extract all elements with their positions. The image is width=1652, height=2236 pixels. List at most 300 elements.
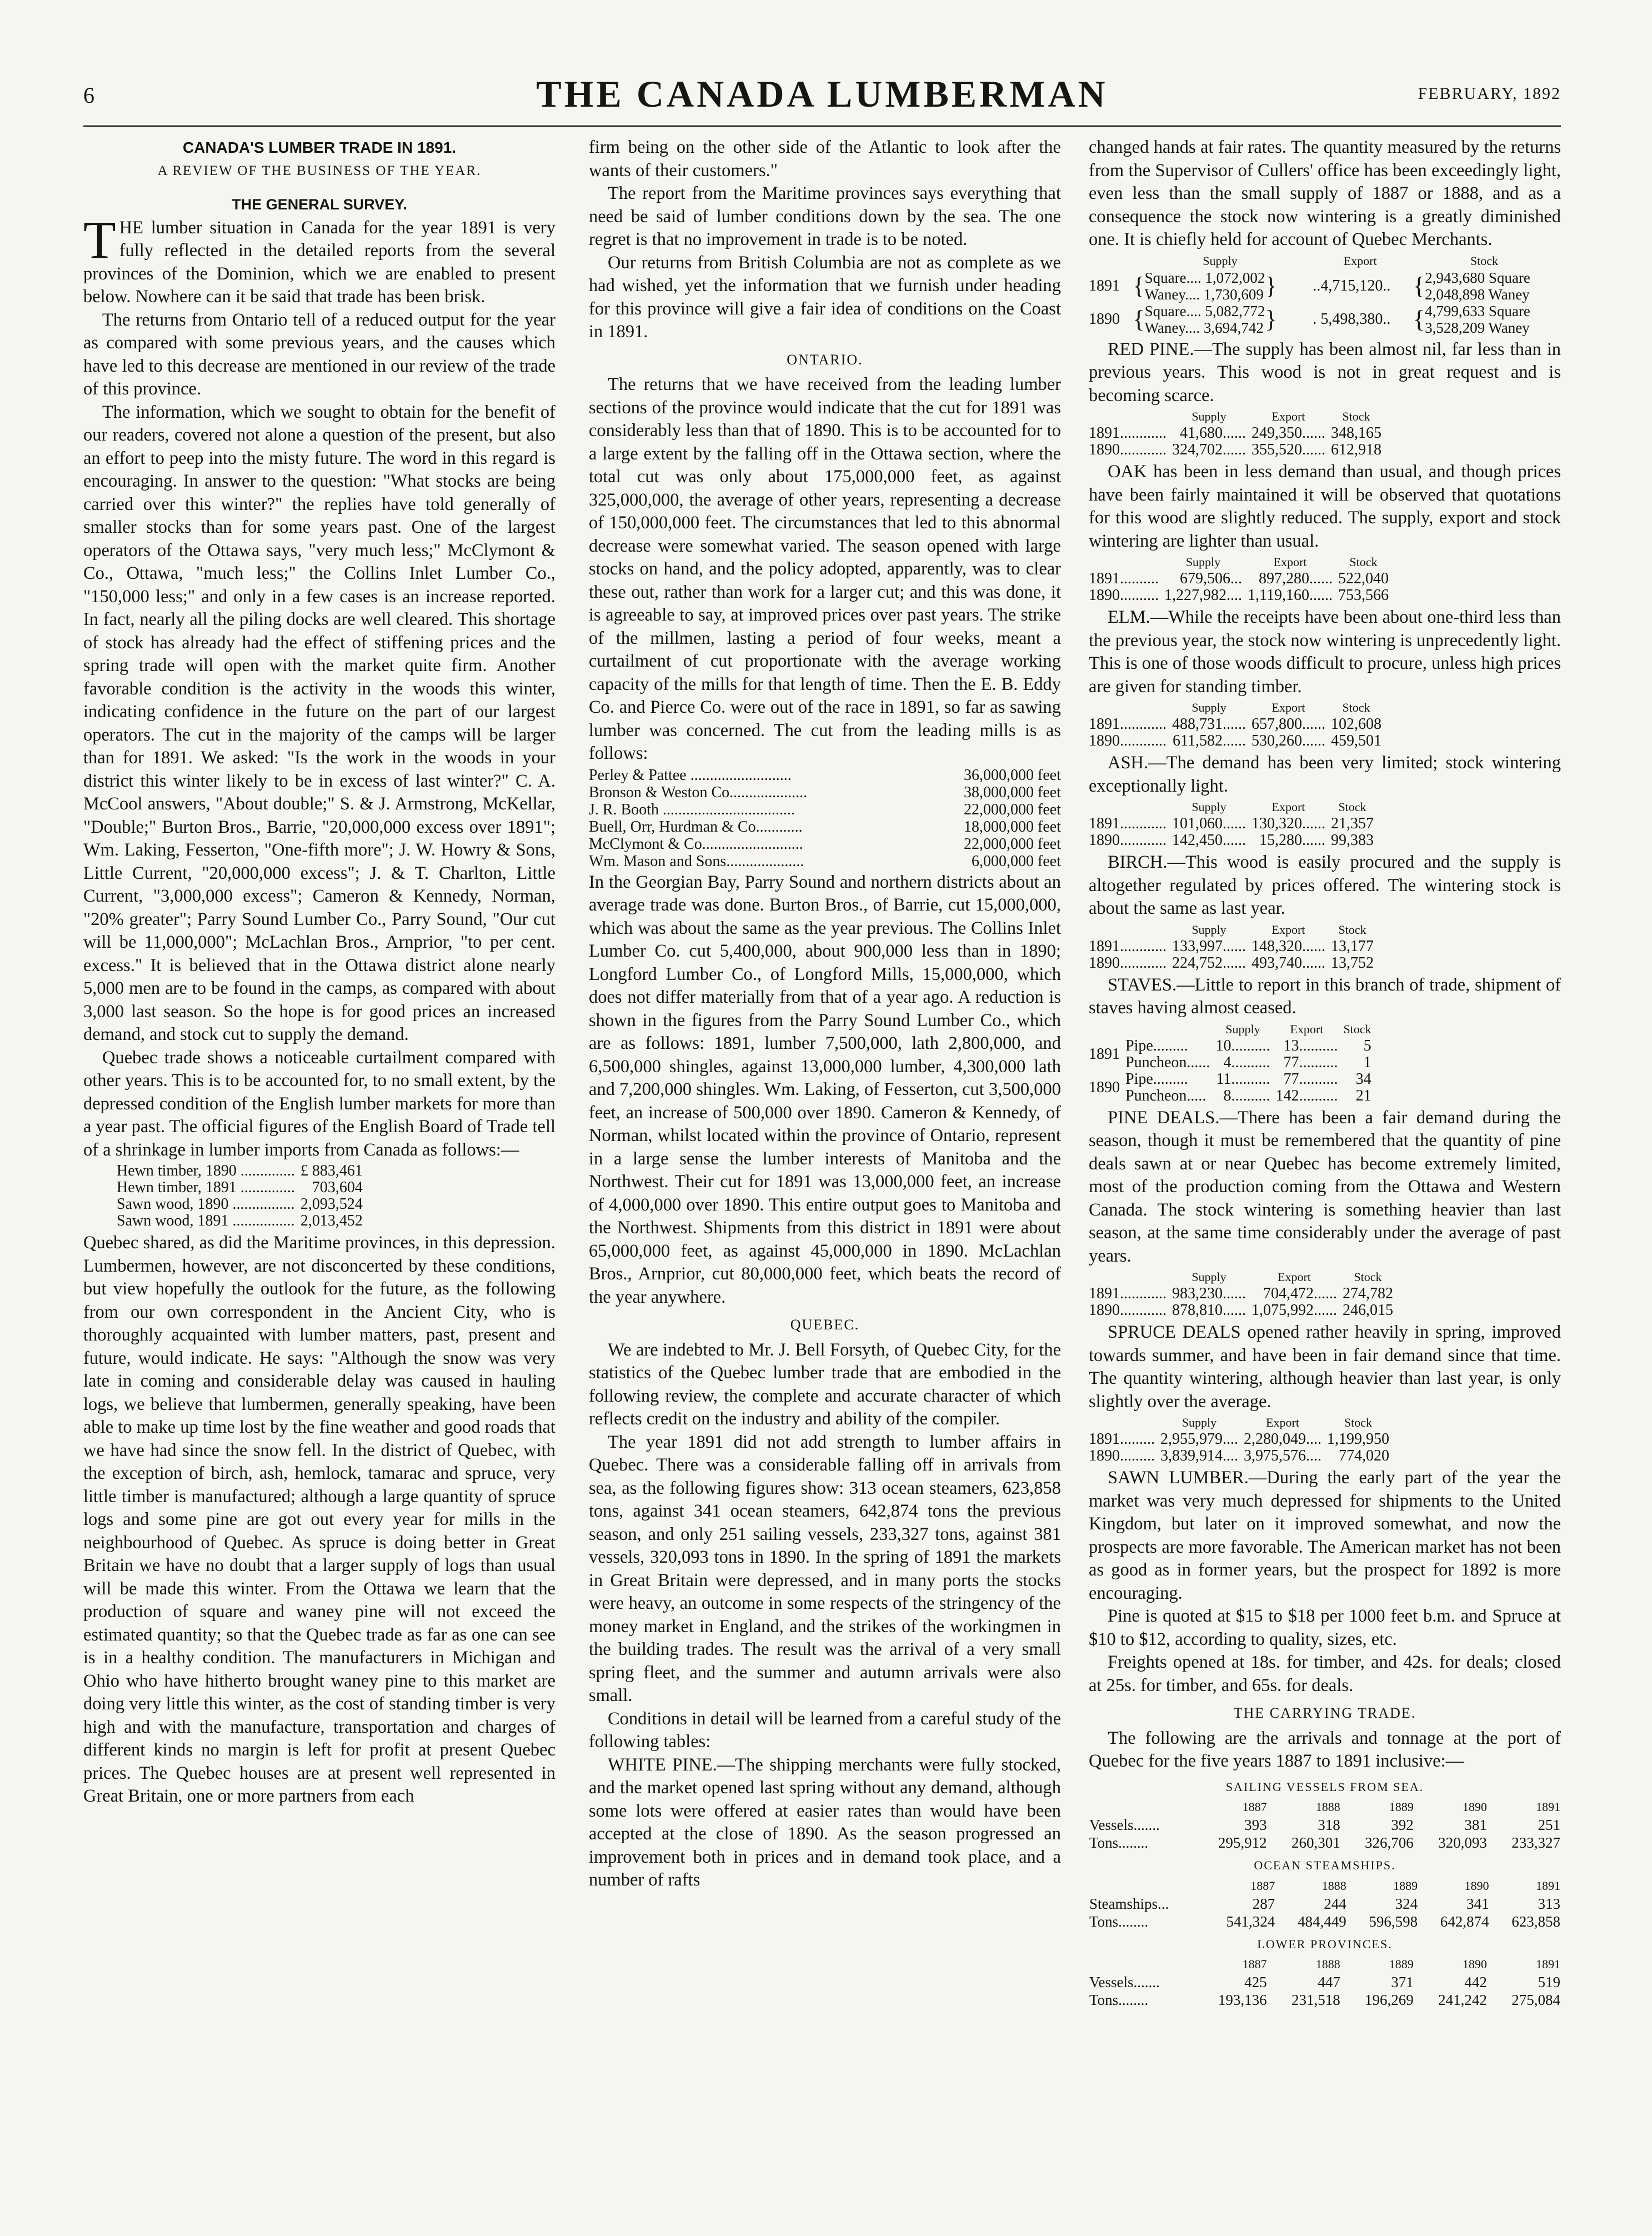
- table-header-row: [1089, 554, 1394, 571]
- table-cell: 13..........: [1283, 1037, 1338, 1054]
- table-title: LOWER PROVINCES.: [1257, 1937, 1393, 1951]
- table-cell: 1891............: [1089, 937, 1167, 955]
- table-cell: 77..........: [1283, 1070, 1338, 1088]
- table-cell: 18,000,000 feet: [964, 818, 1061, 836]
- table-cell: 11..........: [1216, 1070, 1270, 1088]
- table-row: [589, 784, 1061, 801]
- table-cell: 249,350......: [1251, 424, 1325, 442]
- table-cell: 1891............: [1089, 815, 1167, 832]
- run-in-heading: RED PINE.: [1108, 339, 1194, 359]
- table-row: [1089, 832, 1379, 849]
- sailing-vessels-table: [1089, 1798, 1561, 1852]
- paragraph: Quebec shared, as did the Maritime provinces, in this depression. Lumbermen, however, are not disconcerted by these conditions, but view hopefully the outlook for the future, as the following from our own correspondent in the Ancient City, who is thoroughly acquainted with lumber matters, past, present and future, would indicate. He says: "Although the snow was very late in coming and considerable delay was caused in hauling logs, we believe that lumbermen, generally speaking, have been able to make up time lost by the fine weather and good roads that we have had since the snow fell. In the district of Quebec, with the exception of birch, ash, hemlock, tamarac and spruce, very little timber is manufactured; although a large quantity of spruce logs and some pine are got out every year for mills in the neighbourhood of Quebec. As spruce is doing better in Great Britain we have no doubt that a larger supply of logs than usual will be made this winter. From the Ottawa we learn that the production of square and waney pine will not exceed the estimated quantity; so that the Quebec trade as far as one can see is in a healthy condition. The manufacturers in Michigan and Ohio who have hitherto brought waney pine to this market are doing very little this winter, as the cost of standing timber is very high and with the manufacture, transportation and charges of different kinds no margin is left for profit at present Quebec prices. The Quebec houses are at present well represented in Great Britain, one or more partners from each: [83, 1233, 555, 1806]
- table-cell: 233,327: [1511, 1834, 1560, 1851]
- table-cell: 1890..........: [1089, 587, 1159, 604]
- run-in-heading: BIRCH.: [1108, 852, 1168, 872]
- column-header: Supply: [1203, 253, 1238, 268]
- paragraph: [1089, 606, 1561, 698]
- paragraph: The report from the Maritime provinces says everything that need be said of lumber conditions down by the sea. The one regret is that no improvement in trade is to be noted.: [589, 183, 1061, 249]
- table-row: [117, 1179, 368, 1196]
- column-header: 1888: [1315, 1957, 1340, 1971]
- table-cell: 246,015: [1343, 1302, 1393, 1319]
- table-cell: 15,280......: [1259, 832, 1325, 849]
- drop-cap: T: [83, 209, 116, 269]
- table-header-row: [1089, 1798, 1561, 1816]
- table-row: [1089, 1448, 1395, 1464]
- run-in-heading: SAWN LUMBER.: [1108, 1468, 1249, 1488]
- table-row: [1089, 1302, 1399, 1319]
- table-cell: Wm. Mason and Sons....................: [589, 852, 804, 870]
- table-cell: 1,199,950: [1327, 1430, 1389, 1448]
- table-cell: 1891.........: [1089, 1430, 1155, 1448]
- table-row: [1089, 303, 1561, 336]
- table-cell: 341: [1466, 1895, 1489, 1912]
- column-header: 1889: [1389, 1800, 1414, 1814]
- paragraph-text: —Little to report in this branch of trade, shipment of staves having almost ceased.: [1089, 974, 1561, 1018]
- table-cell: 459,501: [1331, 732, 1381, 749]
- table-header-row: [1089, 1021, 1377, 1038]
- brace-glyph: {: [1133, 305, 1145, 333]
- column-2: [589, 136, 1061, 1892]
- paragraph: Our returns from British Columbia are not as complete as we had wished, yet the information that we furnish under heading for this province will give a fair idea of conditions on the Coast in 1891.: [589, 252, 1061, 342]
- column-header: 1890: [1464, 1878, 1489, 1893]
- table-cell: 224,752......: [1172, 954, 1246, 972]
- ocean-steamships-table: [1089, 1877, 1561, 1930]
- table-row: [1089, 1913, 1561, 1930]
- table-cell: 148,320......: [1251, 937, 1325, 955]
- table-cell: 522,040: [1338, 570, 1389, 587]
- page-header: [83, 72, 1561, 122]
- paragraph-text: —This wood is easily procured and the supply is altogether regulated by prices offered. The wintering stock is about the same as last year.: [1089, 852, 1561, 918]
- table-cell: 2,013,452: [300, 1212, 363, 1229]
- table-cell: Waney.... 3,694,742: [1144, 319, 1264, 336]
- table-cell: 1890: [1089, 1078, 1120, 1096]
- table-header-row: [1089, 1269, 1399, 1285]
- table-cell: 13,752: [1331, 954, 1374, 972]
- white-pine-table: [1089, 253, 1561, 336]
- column-header: Supply: [1192, 701, 1227, 714]
- table-cell: 318: [1318, 1817, 1340, 1833]
- table-cell: 241,242: [1438, 1992, 1487, 2008]
- birch-table: [1089, 922, 1379, 972]
- imports-table: [117, 1163, 368, 1229]
- table-row: [1089, 1431, 1395, 1448]
- column-3: [1089, 136, 1561, 2011]
- column-header: Export: [1278, 1270, 1311, 1284]
- table-cell: Sawn wood, 1891 ................: [117, 1212, 295, 1229]
- table-cell: 704,472......: [1263, 1285, 1337, 1302]
- column-header: 1888: [1321, 1878, 1346, 1893]
- column-header: Export: [1271, 409, 1305, 423]
- column-header: 1889: [1389, 1957, 1414, 1971]
- table-cell: 393: [1244, 1817, 1267, 1833]
- run-in-heading: STAVES.: [1108, 974, 1177, 995]
- paragraph-text: —While the receipts have been about one-third less than the previous year, the stock now wintering is unprecedently light. This is one of those woods difficult to procure, unless high prices are given for standing timber.: [1089, 607, 1561, 697]
- table-row: [117, 1163, 368, 1179]
- paragraph: The returns from Ontario tell of a reduced output for the year as compared with some previous years, and the causes which have led to this decrease are mentioned in our review of the trade of this province.: [83, 309, 555, 399]
- table-cell: 244: [1324, 1895, 1346, 1912]
- table-header-row: [1089, 1414, 1395, 1431]
- paragraph: [1089, 1321, 1561, 1413]
- column-header: Stock: [1344, 1415, 1373, 1429]
- table-header-row: [1089, 408, 1387, 425]
- table-cell: Tons........: [1089, 1992, 1149, 2008]
- table-cell: 13,177: [1331, 937, 1374, 955]
- table-cell: 1: [1363, 1053, 1371, 1071]
- table-row: [1089, 1088, 1377, 1104]
- column-header: 1887: [1250, 1878, 1275, 1893]
- table-cell: Tons........: [1089, 1913, 1149, 1930]
- paragraph: [1089, 1107, 1561, 1268]
- table-cell: 1,119,160......: [1248, 587, 1333, 604]
- table-cell: Vessels.......: [1089, 1817, 1160, 1833]
- table-cell: 8..........: [1223, 1087, 1270, 1104]
- column-header: 1887: [1242, 1800, 1267, 1814]
- paragraph: changed hands at fair rates. The quantity measured by the returns from the Supervisor of Cullers' office has been exceedingly light, even less than the small supply of 1887 or 1888, and as a consequence the stock now wintering is a greatly diminished one. It is chiefly held for account of Quebec Merchants.: [1089, 137, 1561, 249]
- column-header: Export: [1271, 800, 1305, 814]
- table-title: OCEAN STEAMSHIPS.: [1254, 1858, 1396, 1872]
- table-cell: Vessels.......: [1089, 1974, 1160, 1990]
- run-in-heading: ASH.: [1108, 753, 1149, 773]
- table-cell: Puncheon......: [1125, 1053, 1210, 1071]
- table-cell: 3,839,914....: [1160, 1447, 1238, 1464]
- paragraph-text: has been in less demand than usual, and though prices have been fairly maintained it will be observed that quotations for this wood are slightly reduced. The supply, export and stock wintering are lighter than usual.: [1089, 462, 1561, 551]
- column-header: Supply: [1182, 1415, 1217, 1429]
- table-cell: 983,230......: [1172, 1285, 1246, 1302]
- table-cell: 897,280......: [1258, 570, 1333, 587]
- table-cell: Perley & Pattee ..........................: [589, 766, 792, 784]
- table-row: [1089, 733, 1387, 749]
- table-row: [1089, 269, 1561, 303]
- table-cell: 1890: [1089, 310, 1120, 328]
- table-cell: 133,997......: [1172, 937, 1246, 955]
- table-cell: 1890............: [1089, 441, 1167, 458]
- paragraph: [1089, 752, 1561, 798]
- table-cell: 774,020: [1339, 1447, 1389, 1464]
- table-cell: 22,000,000 feet: [964, 835, 1061, 853]
- column-header: Export: [1271, 701, 1305, 714]
- table-cell: 679,506...: [1180, 570, 1242, 587]
- column-header: Stock: [1354, 1270, 1382, 1284]
- column-header: 1887: [1242, 1957, 1267, 1971]
- table-row: [589, 836, 1061, 853]
- table-cell: 442: [1464, 1974, 1487, 1990]
- table-cell: 371: [1391, 1974, 1414, 1990]
- table-cell: 34: [1355, 1070, 1371, 1088]
- table-cell: Square.... 5,082,772: [1144, 302, 1265, 319]
- table-cell: 381: [1464, 1817, 1487, 1833]
- table-row: [1089, 1038, 1377, 1054]
- article-title: CANADA'S LUMBER TRADE IN 1891.: [182, 139, 457, 156]
- table-cell: 320,093: [1438, 1834, 1487, 1851]
- table-cell: 196,269: [1365, 1992, 1414, 2008]
- table-cell: 1890............: [1089, 732, 1167, 749]
- brace-glyph: {: [1133, 272, 1145, 299]
- brace-glyph: {: [1413, 272, 1425, 299]
- table-cell: 519: [1538, 1974, 1560, 1990]
- lower-provinces-table: [1089, 1955, 1561, 2009]
- table-cell: 2,280,049....: [1244, 1430, 1321, 1448]
- column-1: [83, 136, 555, 1808]
- column-header: Stock: [1343, 1022, 1371, 1036]
- table-cell: 1891: [1089, 1045, 1120, 1063]
- table-cell: 142..........: [1275, 1087, 1338, 1104]
- staves-table: [1089, 1021, 1377, 1104]
- section-heading-carrying-trade: THE CARRYING TRADE.: [1233, 1705, 1416, 1721]
- table-cell: 878,810......: [1172, 1302, 1246, 1319]
- table-row: [1089, 1834, 1561, 1852]
- table-cell: 77..........: [1283, 1053, 1338, 1071]
- table-cell: 1891: [1089, 277, 1120, 294]
- column-header: Stock: [1342, 701, 1370, 714]
- paragraph: The year 1891 did not add strength to lumber affairs in Quebec. There was a considerable falling off in arrivals from sea, as the following figures show: 313 ocean steamers, 623,858 tons, against 341 ocean steamers, 642,874 tons the previous season, and only 251 sailing vessels, 233,327 tons, against 381 vessels, 320,093 tons in 1890. In the spring of 1891 the markets in Great Britain were depressed, and in many ports the stocks were heavy, an outcome in some respects of the stringency of the money market in England, and the strikes of the workingmen in the building trades. The result was the arrival of a very small spring fleet, and the summer and autumn arrivals were also small.: [589, 1432, 1061, 1705]
- table-cell: 530,260......: [1251, 732, 1325, 749]
- column-header: Supply: [1185, 555, 1221, 569]
- table-cell: Tons........: [1089, 1834, 1149, 1851]
- table-cell: 130,320......: [1251, 815, 1325, 832]
- table-cell: 6,000,000 feet: [972, 852, 1061, 870]
- table-cell: 1890............: [1089, 954, 1167, 972]
- table-cell: 21: [1355, 1087, 1371, 1104]
- table-cell: Steamships...: [1089, 1895, 1169, 1912]
- table-cell: 2,955,979....: [1160, 1430, 1238, 1448]
- column-header: Export: [1273, 555, 1307, 569]
- paragraph-text: opened rather heavily in spring, improved towards summer, and have been in fair demand since that time. The quantity wintering, although heavier than last year, is only slightly over the average.: [1089, 1322, 1561, 1412]
- table-cell: 484,449: [1297, 1913, 1346, 1930]
- run-in-heading: SPRUCE DEALS: [1108, 1322, 1241, 1342]
- table-cell: 488,731......: [1172, 716, 1246, 733]
- table-cell: [1413, 269, 1561, 303]
- table-cell: 2,048,898 Waney: [1425, 286, 1530, 303]
- table-cell: 3,975,576....: [1244, 1447, 1321, 1464]
- table-title: SAILING VESSELS FROM SEA.: [1225, 1779, 1424, 1794]
- table-header-row: [1089, 699, 1387, 716]
- table-row: [1089, 938, 1379, 955]
- table-cell: 4..........: [1223, 1053, 1270, 1071]
- table-cell: 287: [1252, 1895, 1275, 1912]
- table-header-row: [1089, 922, 1379, 938]
- table-row: [1089, 816, 1379, 832]
- spruce-deals-table: [1089, 1414, 1395, 1464]
- table-cell: 1891............: [1089, 424, 1167, 442]
- paragraph: Freights opened at 18s. for timber, and 42s. for deals; closed at 25s. for timber, and 65s. for deals.: [1089, 1652, 1561, 1695]
- table-cell: 313: [1538, 1895, 1560, 1912]
- table-cell: 274,782: [1343, 1285, 1393, 1302]
- column-header: Supply: [1192, 922, 1227, 937]
- column-header: Stock: [1470, 253, 1499, 268]
- table-cell: 3,528,209 Waney: [1425, 319, 1530, 336]
- masthead: THE CANADA LUMBERMAN: [536, 73, 1108, 115]
- table-cell: 2,943,680 Square: [1425, 269, 1530, 286]
- table-cell: 36,000,000 feet: [964, 766, 1061, 784]
- table-cell: 5: [1363, 1037, 1371, 1054]
- table-cell: 1890............: [1089, 1302, 1167, 1319]
- table-header-row: [1089, 799, 1379, 816]
- column-header: Stock: [1349, 555, 1378, 569]
- paragraph: Quebec trade shows a noticeable curtailment compared with other years. This is to be accounted for, to no small extent, by the depressed condition of the English lumber markets for more than a year past. The official figures of the English Board of Trade tell of a shrinkage in lumber imports from Canada as follows:—: [83, 1047, 555, 1160]
- table-cell: ..4,715,120..: [1313, 277, 1391, 294]
- paragraph-text: HE lumber situation in Canada for the year 1891 is very fully reflected in the detailed reports from the several provinces of the Dominion, which we are enabled to present below. Nowhere can it be said that trade has been brisk.: [83, 217, 555, 307]
- page-number: 6: [83, 83, 94, 108]
- paragraph: [589, 1754, 1061, 1892]
- table-cell: 22,000,000 feet: [964, 801, 1061, 818]
- table-header-row: [1089, 1877, 1561, 1895]
- elm-table: [1089, 699, 1387, 749]
- section-heading-general: THE GENERAL SURVEY.: [232, 196, 407, 213]
- column-header: Supply: [1192, 800, 1227, 814]
- table-header-row: [1089, 1955, 1561, 1973]
- brace-glyph: }: [1265, 305, 1277, 333]
- column-header: 1888: [1315, 1800, 1340, 1814]
- table-cell: 1891............: [1089, 1285, 1167, 1302]
- paragraph-text: —The supply has been almost nil, far less than in previous years. This wood is not in great request and is becoming scarce.: [1089, 339, 1561, 406]
- column-header: Export: [1266, 1415, 1299, 1429]
- paragraph-text: —There has been a fair demand during the season, though it must be remembered that the quantity of pine deals sawn at or near Quebec has become extremely limited, most of the production coming from the Ottawa and Western Canada. The stock wintering is something heavier than last season, at the same time considerably under the average of past years.: [1089, 1107, 1561, 1266]
- column-header: Export: [1290, 1022, 1324, 1036]
- section-heading-ontario: ONTARIO.: [787, 351, 863, 368]
- table-cell: Sawn wood, 1890 ................: [117, 1195, 295, 1213]
- table-cell: 596,598: [1369, 1913, 1418, 1930]
- run-in-heading: WHITE PINE.: [608, 1754, 717, 1775]
- table-cell: 1890............: [1089, 832, 1167, 849]
- column-header: Supply: [1192, 409, 1227, 423]
- paragraph-text: —The demand has been very limited; stock wintering exceptionally light.: [1089, 753, 1561, 796]
- table-cell: 1891............: [1089, 716, 1167, 733]
- table-cell: 642,874: [1440, 1913, 1489, 1930]
- table-cell: 1,075,992......: [1251, 1302, 1337, 1319]
- table-cell: . 5,498,380..: [1313, 310, 1391, 328]
- table-cell: 231,518: [1291, 1992, 1340, 2008]
- table-cell: 99,383: [1331, 832, 1374, 849]
- table-cell: 38,000,000 feet: [964, 783, 1061, 801]
- red-pine-table: [1089, 408, 1387, 458]
- brace-glyph: {: [1413, 305, 1425, 333]
- table-row: [1089, 1054, 1377, 1071]
- ash-table: [1089, 799, 1379, 849]
- table-cell: 260,301: [1291, 1834, 1340, 1851]
- table-cell: Hewn timber, 1890 ..............: [117, 1162, 295, 1179]
- table-cell: Puncheon.....: [1125, 1087, 1207, 1104]
- table-cell: J. R. Booth ..................................: [589, 801, 795, 818]
- column-header: 1891: [1536, 1878, 1560, 1893]
- paragraph-text: —The shipping merchants were fully stocked, and the market opened last spring without any demand, although some lots were offered at easier rates than would have been accepted at the close of 1890. As the season progressed an improvement both in prices and in demand took place, and a number of rafts: [589, 1754, 1061, 1890]
- issue-date: FEBRUARY, 1892: [1418, 84, 1561, 103]
- paragraph: [1089, 851, 1561, 921]
- table-cell: 493,740......: [1251, 954, 1325, 972]
- run-in-heading: OAK: [1108, 462, 1147, 482]
- paragraph: firm being on the other side of the Atlantic to look after the wants of their customers.": [589, 137, 1061, 181]
- table-row: [1089, 1973, 1561, 1991]
- table-row: [1089, 587, 1394, 604]
- column-header: Stock: [1338, 922, 1366, 937]
- table-row: [1089, 1071, 1377, 1088]
- run-in-heading: ELM.: [1108, 607, 1150, 627]
- table-cell: McClymont & Co..........................: [589, 835, 803, 853]
- column-header: Stock: [1342, 409, 1370, 423]
- table-row: [1089, 1895, 1561, 1913]
- table-cell: 541,324: [1226, 1913, 1275, 1930]
- table-cell: [1133, 269, 1313, 303]
- paragraph: [1089, 338, 1561, 408]
- paragraph: We are indebted to Mr. J. Bell Forsyth, of Quebec City, for the statistics of the Quebec lumber trade that are embodied in the following review, the complete and accurate character of which reflects credit on the industry and ability of the compiler.: [589, 1339, 1061, 1429]
- table-row: [1089, 1816, 1561, 1834]
- table-row: [1089, 1991, 1561, 2009]
- table-row: [589, 767, 1061, 784]
- paragraph: The following are the arrivals and tonnage at the port of Quebec for the five years 1887 to 1891 inclusive:—: [1089, 1728, 1561, 1771]
- table-cell: Hewn timber, 1891 ..............: [117, 1179, 295, 1196]
- table-cell: 275,084: [1511, 1992, 1560, 2008]
- table-cell: 10..........: [1215, 1037, 1270, 1054]
- table-row: [1089, 571, 1394, 587]
- table-cell: 1891..........: [1089, 570, 1159, 587]
- table-row: [1089, 425, 1387, 442]
- mills-table: [589, 767, 1061, 870]
- table-cell: 101,060......: [1172, 815, 1246, 832]
- table-cell: 425: [1244, 1974, 1267, 1990]
- table-cell: 703,604: [312, 1179, 363, 1196]
- table-cell: 4,799,633 Square: [1425, 302, 1530, 319]
- table-cell: 324,702......: [1172, 441, 1246, 458]
- table-row: [1089, 716, 1387, 733]
- header-rule: [83, 125, 1561, 127]
- table-cell: [1133, 303, 1313, 336]
- paragraph: [83, 209, 555, 309]
- table-cell: [1413, 303, 1561, 336]
- brace-glyph: }: [1265, 272, 1277, 299]
- run-in-heading: PINE DEALS.: [1108, 1107, 1220, 1128]
- table-cell: 1,227,982....: [1164, 587, 1242, 604]
- table-cell: 193,136: [1218, 1992, 1267, 2008]
- table-cell: Bronson & Weston Co....................: [589, 783, 808, 801]
- table-cell: 447: [1318, 1974, 1340, 1990]
- table-cell: Pipe.........: [1125, 1070, 1188, 1088]
- table-cell: 611,582......: [1173, 732, 1246, 749]
- paragraph: Conditions in detail will be learned from a careful study of the following tables:: [589, 1708, 1061, 1752]
- table-cell: 753,566: [1338, 587, 1389, 604]
- column-header: Export: [1343, 253, 1377, 268]
- table-cell: 392: [1391, 1817, 1414, 1833]
- table-row: [589, 801, 1061, 818]
- table-cell: 355,520......: [1251, 441, 1325, 458]
- table-cell: 324: [1395, 1895, 1418, 1912]
- column-header: 1890: [1462, 1957, 1487, 1971]
- table-cell: Buell, Orr, Hurdman & Co............: [589, 818, 803, 836]
- table-row: [1089, 442, 1387, 458]
- oak-table: [1089, 554, 1394, 604]
- section-heading-quebec: QUEBEC.: [790, 1317, 860, 1333]
- paragraph: Pine is quoted at $15 to $18 per 1000 feet b.m. and Spruce at $10 to $12, according to quality, sizes, etc.: [1089, 1606, 1561, 1649]
- table-cell: 326,706: [1365, 1834, 1414, 1851]
- table-cell: 348,165: [1331, 424, 1381, 442]
- table-cell: 142,450......: [1172, 832, 1246, 849]
- table-row: [117, 1196, 368, 1213]
- column-header: 1890: [1462, 1800, 1487, 1814]
- table-cell: 41,680......: [1180, 424, 1246, 442]
- column-header: 1891: [1536, 1957, 1560, 1971]
- column-header: 1889: [1393, 1878, 1418, 1893]
- paragraph: In the Georgian Bay, Parry Sound and northern districts about an average trade was done. Burton Bros., of Barrie, cut 15,000,000, which was about the same as the year previous. The Collins Inlet Lumber Co. cut 5,400,000, about 900,000 less than in 1890; Longford Lumber Co., of Longford Mills, 15,000,000, which does not differ materially from that of a year ago. A reduction is shown in the figures from the Parry Sound Lumber Co., which are as follows: 1891, lumber 7,500,000, lath 2,800,000, and 6,500,000 shingles, against 13,000,000 lumber, 4,300,000 lath and 7,200,000 shingles. Wm. Laking, of Fesserton, cut 3,500,000 feet, an increase of 500,000 over 1890. Cameron & Kennedy, of Norman, whilst located within the province of Ontario, represent in a large sense the lumber interests of Manitoba and the Northwest. Their cut for 1891 was 13,000,000 feet, an increase of 4,000,000 over 1890. This entire output goes to Manitoba and the Northwest. Shipments from this district in 1891 were about 65,000,000 feet, as against 45,000,000 in 1890. McLachlan Bros., Arnprior, cut 80,000,000 feet, which beats the record of the year anywhere.: [589, 872, 1061, 1307]
- paragraph: [1089, 974, 1561, 1020]
- table-cell: 251: [1538, 1817, 1560, 1833]
- table-cell: Square.... 1,072,002: [1144, 269, 1265, 286]
- paragraph: [1089, 461, 1561, 553]
- table-row: [589, 853, 1061, 870]
- table-cell: 1890.........: [1089, 1447, 1155, 1464]
- table-cell: Pipe.........: [1125, 1037, 1188, 1054]
- paragraph: The returns that we have received from the leading lumber sections of the province would indicate that the cut for 1891 was considerably less than that of 1890. This is to be accounted for to a large extent by the falling off in the Ottawa section, where the total cut was only about 175,000,000 feet, as against 325,000,000, the average of other years, representing a decrease of 150,000,000 feet. The circumstances that led to this abnormal decrease were somewhat varied. The season opened with large stocks on hand, and the policy adopted, apparently, was to clear these out, rather than work for a larger cut; and this was done, it is agreeable to say, at improved prices over past years. The strike of the millmen, lasting a period of four weeks, meant a curtailment of cut proportionate with the average working capacity of the mills for that length of time. Then the E. B. Eddy Co. and Pierce Co. were out of the race in 1891, so far as sawing lumber was concerned. The cut from the leading mills is as follows:: [589, 374, 1061, 763]
- article-subtitle: A REVIEW OF THE BUSINESS OF THE YEAR.: [157, 163, 482, 178]
- column-header: Supply: [1225, 1022, 1260, 1036]
